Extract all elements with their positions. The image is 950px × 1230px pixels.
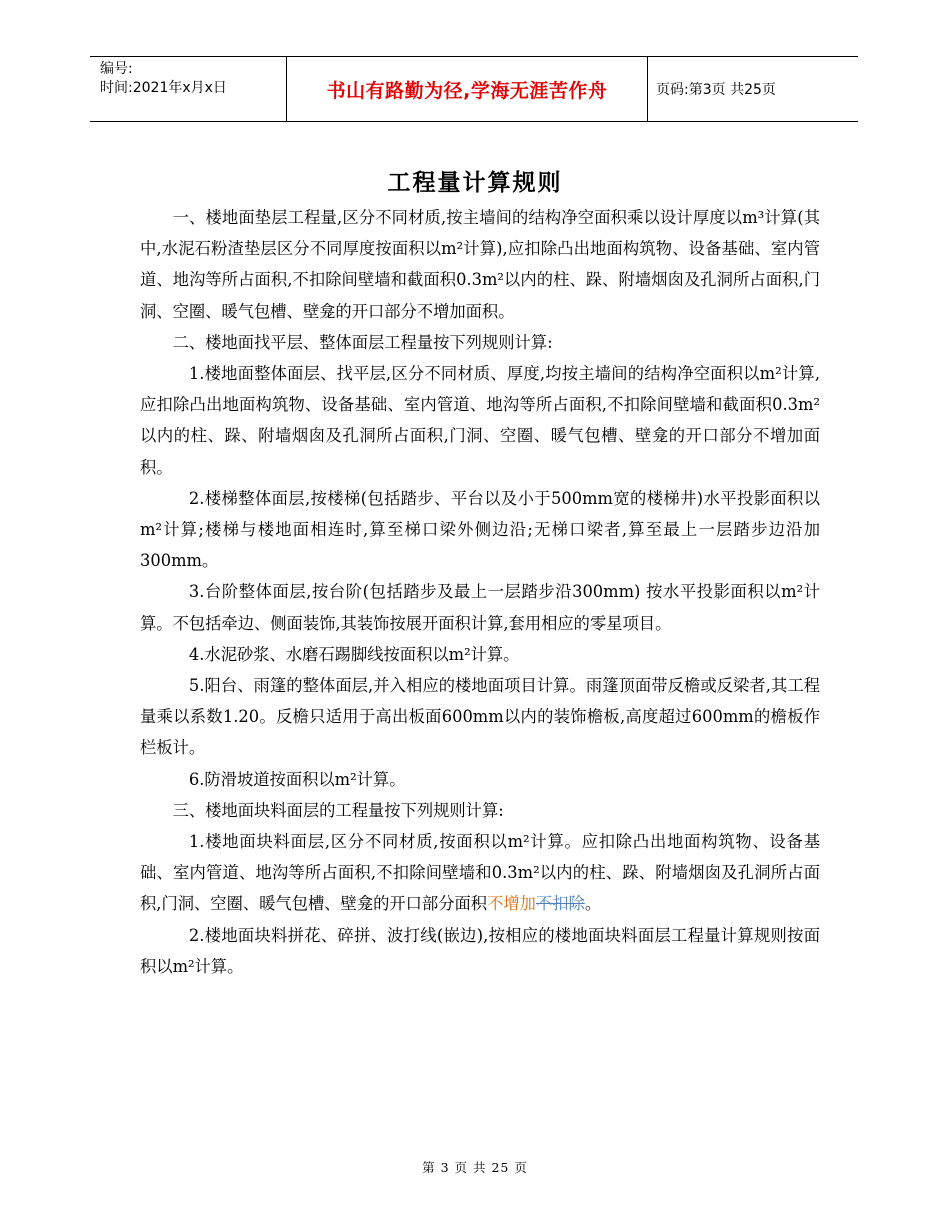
header-number-label: 编号: bbox=[100, 61, 133, 77]
paragraph-2: 二、楼地面找平层、整体面层工程量按下列规则计算: bbox=[172, 332, 553, 352]
paragraph-3-item-1 bbox=[140, 826, 820, 920]
paragraph-1: 一、楼地面垫层工程量,区分不同材质,按主墙间的结构净空面积乘以设计厚度以m³计算(其中,水泥石粉渣垫层区分不同厚度按面积以m²计算),应扣除凸出地面构筑物、设备基础、室内管道、地沟等所占面积,不扣除间壁墙和截面积0.3m²以内的柱、跺、附墙烟囱及孔洞所占面积,门洞、空圈、暖气包槽、壁龛的开口部分不增加面积。 bbox=[140, 208, 820, 321]
paragraph-3-item-2: 2.楼地面块料拼花、碎拼、波打线(嵌边),按相应的楼地面块料面层工程量计算规则按面积以m²计算。 bbox=[140, 925, 820, 976]
header-meta bbox=[90, 57, 286, 121]
header-time-label: 时间:2021年x月x日 bbox=[100, 80, 227, 96]
tracked-deletion: 不扣除 bbox=[535, 894, 585, 914]
page-title: 工程量计算规则 bbox=[387, 170, 563, 196]
document-body bbox=[140, 202, 820, 982]
paragraph-3-item-1-text: 1.楼地面块料面层,区分不同材质,按面积以m²计算。应扣除凸出地面构筑物、设备基础、室内管道、地沟等所占面积,不扣除间壁墙和0.3m²以内的柱、跺、附墙烟囱及孔洞所占面积,门洞、空圈、暖气包槽、壁龛的开口部分面积 bbox=[140, 832, 820, 914]
paragraph-2-item-2: 2.楼梯整体面层,按楼梯(包括踏步、平台以及小于500mm宽的楼梯井)水平投影面积以m²计算;楼梯与楼地面相连时,算至梯口梁外侧边沿;无梯口梁者,算至最上一层踏步边沿加300mm。 bbox=[140, 488, 820, 571]
paragraph-2-item-6: 6.防滑坡道按面积以m²计算。 bbox=[188, 769, 406, 789]
header-motto: 书山有路勤为径,学海无涯苦作舟 bbox=[286, 57, 648, 121]
paragraph-3: 三、楼地面块料面层的工程量按下列规则计算: bbox=[172, 800, 504, 820]
tracked-insertion: 不增加 bbox=[487, 894, 536, 914]
paragraph-2-item-1: 1.楼地面整体面层、找平层,区分不同材质、厚度,均按主墙间的结构净空面积以m²计算,应扣除凸出地面构筑物、设备基础、室内管道、地沟等所占面积,不扣除间壁墙和截面积0.3m²以内的柱、跺、附墙烟囱及孔洞所占面积,门洞、空圈、暖气包槽、壁龛的开口部分不增加面积。 bbox=[140, 364, 820, 477]
page-header bbox=[90, 56, 858, 122]
paragraph-2-item-5: 5.阳台、雨篷的整体面层,并入相应的楼地面项目计算。雨篷顶面带反檐或反梁者,其工程量乘以系数1.20。反檐只适用于高出板面600mm以内的装饰檐板,高度超过600mm的檐板作栏板计。 bbox=[140, 676, 820, 758]
paragraph-2-item-3: 3.台阶整体面层,按台阶(包括踏步及最上一层踏步沿300mm) 按水平投影面积以m²计算。不包括牵边、侧面装饰,其装饰按展开面积计算,套用相应的零星项目。 bbox=[140, 582, 820, 633]
paragraph-2-item-4: 4.水泥砂浆、水磨石踢脚线按面积以m²计算。 bbox=[188, 644, 520, 664]
page-footer: 第 3 页 共 25 页 bbox=[422, 1160, 528, 1175]
header-page-info: 页码:第3页 共25页 bbox=[656, 82, 776, 98]
paragraph-3-item-1-end: 。 bbox=[584, 894, 602, 914]
